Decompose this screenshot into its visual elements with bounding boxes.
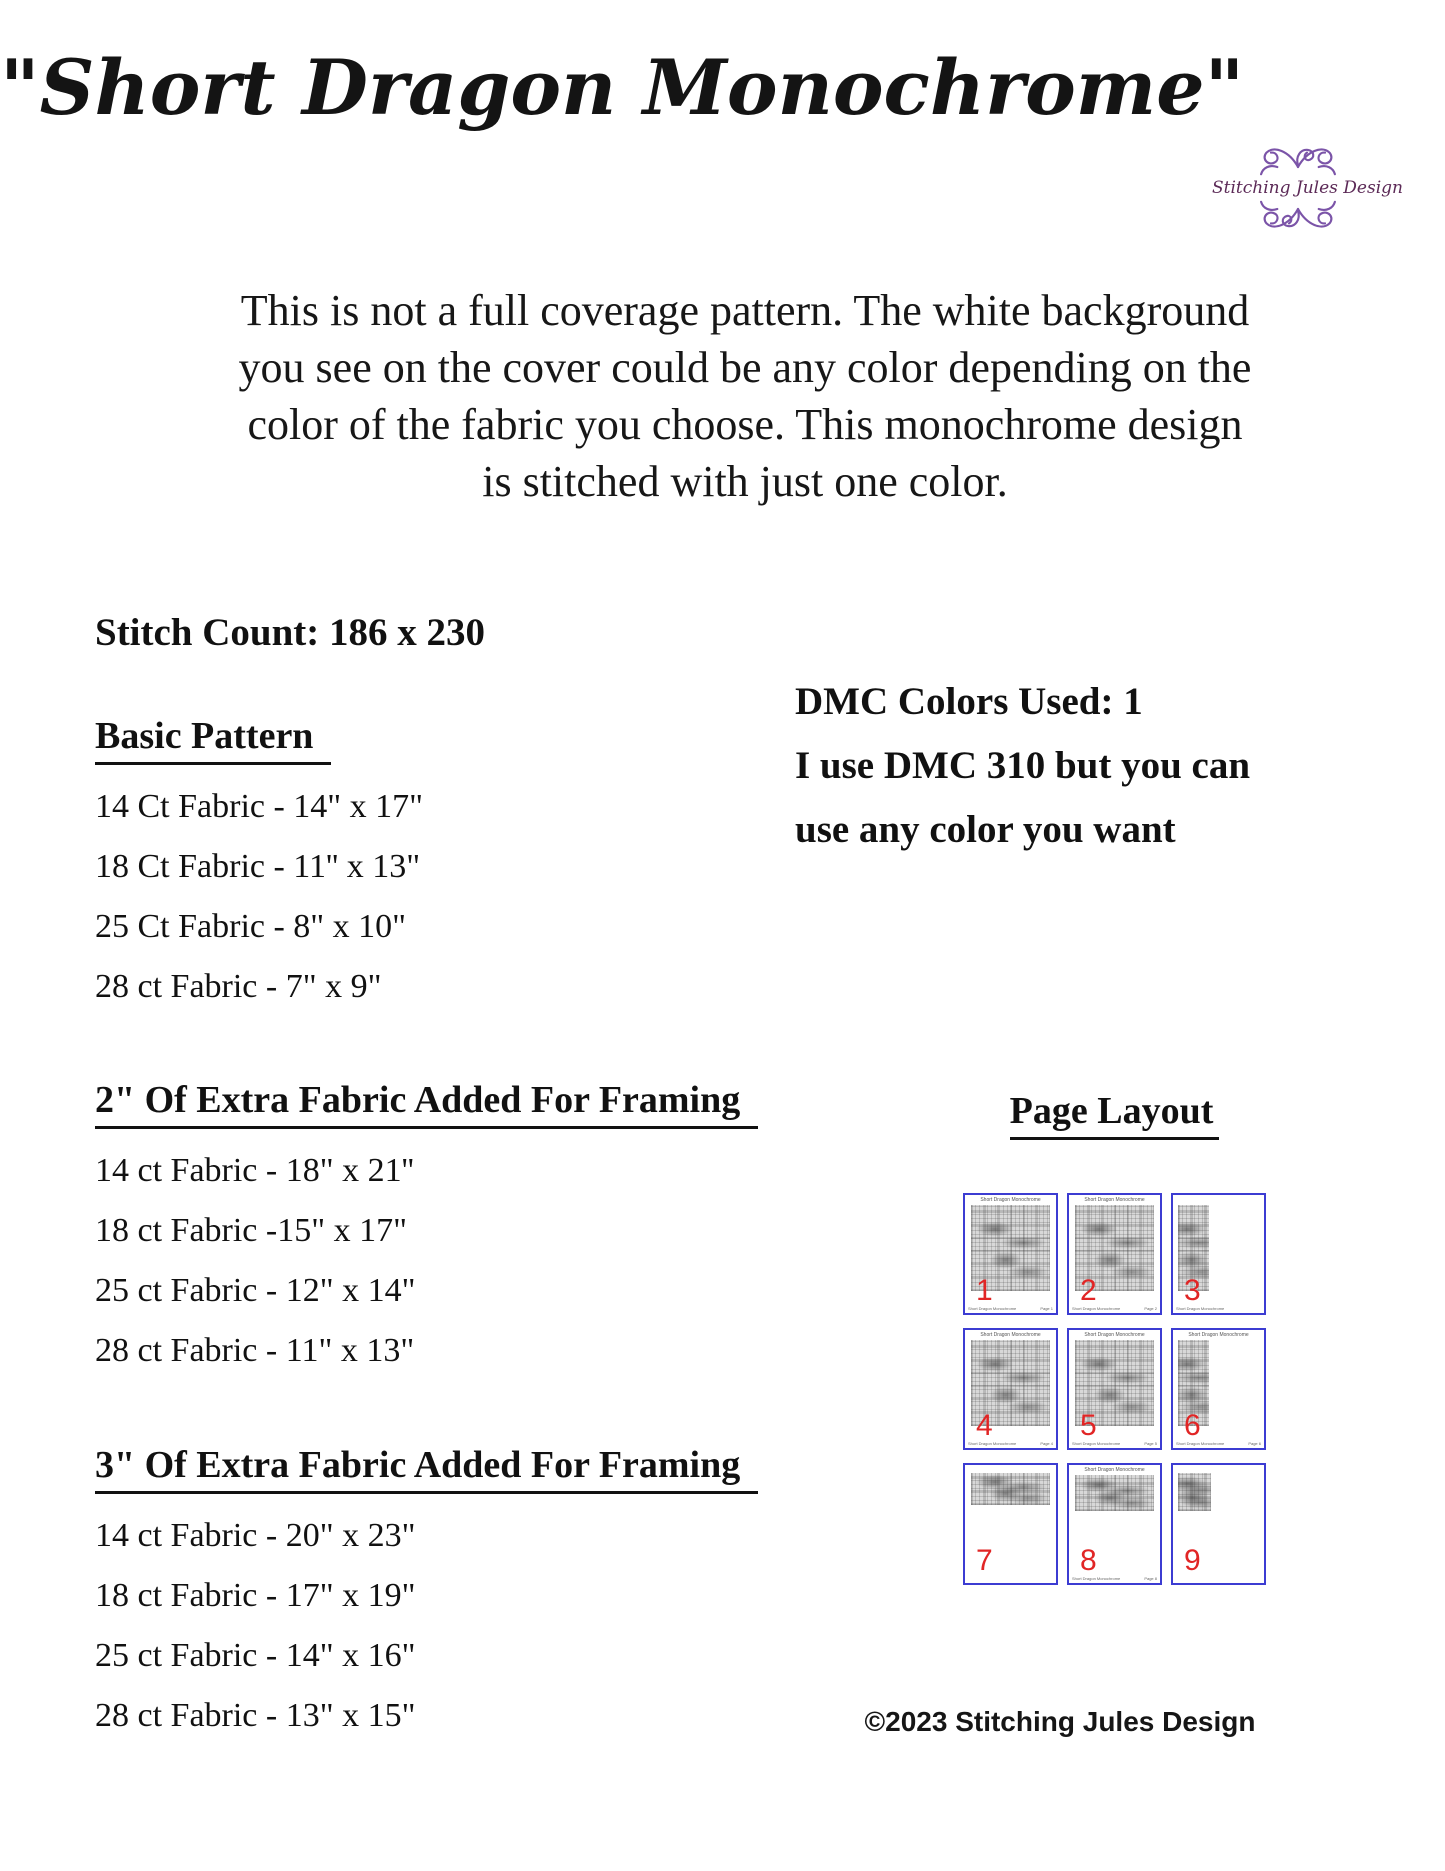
page-thumbnail-8 [1067,1463,1162,1585]
page-thumbnail-5 [1067,1328,1162,1450]
dmc-line: use any color you want [795,808,1176,851]
page-number: 6 [1184,1409,1201,1442]
chart-preview [971,1473,1050,1505]
page-thumbnail-9 [1171,1463,1266,1585]
fabric-size-item: 18 ct Fabric - 17" x 19" [95,1577,416,1614]
fabric-size-item: 18 Ct Fabric - 11'' x 13" [95,848,421,885]
thumb-header: Short Dragon Monochrome [980,1332,1041,1338]
chart-preview [1178,1473,1211,1511]
page-number: 7 [976,1544,993,1577]
thumb-header: Short Dragon Monochrome [1084,1467,1145,1473]
thumb-footer-right: Page 8 [1144,1576,1157,1581]
thumb-footer-right: Page 2 [1144,1306,1157,1311]
page-number: 3 [1184,1274,1201,1307]
thumb-footer-right: Page 1 [1040,1306,1053,1311]
page-number: 9 [1184,1544,1201,1577]
thumb-footer-left: Short Dragon Monochrome [968,1306,1017,1311]
thumb-header: Short Dragon Monochrome [1188,1332,1249,1338]
dmc-colors-info [795,670,1250,862]
thumb-footer-left: Short Dragon Monochrome [1072,1441,1121,1446]
page-number: 5 [1080,1409,1097,1442]
framing-2in-heading: 2" Of Extra Fabric Added For Framing [95,1077,758,1129]
page-thumbnail-1 [963,1193,1058,1315]
intro-line: is stitched with just one color. [482,457,1008,506]
thumb-footer-left: Short Dragon Monochrome [1176,1306,1225,1311]
thumb-header: Short Dragon Monochrome [1084,1197,1145,1203]
thumb-footer-left: Short Dragon Monochrome [1072,1576,1121,1581]
fabric-size-item: 25 ct Fabric - 14" x 16" [95,1637,416,1674]
basic-pattern-heading: Basic Pattern [95,713,331,765]
page-thumbnail-7 [963,1463,1058,1585]
logo-flourish-bottom-icon [1239,200,1357,236]
fabric-size-item: 25 Ct Fabric - 8" x 10" [95,908,407,945]
intro-line: you see on the cover could be any color depending on the [238,343,1252,392]
framing-3in-section [95,1437,758,1746]
brand-logo [1212,140,1403,236]
fabric-size-item: 14 Ct Fabric - 14" x 17" [95,788,424,825]
page-layout-heading-wrap [963,1088,1266,1152]
fabric-size-item: 14 ct Fabric - 20" x 23" [95,1517,416,1554]
fabric-size-item: 14 ct Fabric - 18" x 21'' [95,1152,414,1189]
logo-text: Stitching Jules Design [1212,178,1403,198]
intro-paragraph [45,282,1445,510]
framing-2in-section [95,1072,758,1381]
page-title: "Short Dragon Monochrome" [0,43,1245,132]
framing-3in-heading: 3" Of Extra Fabric Added For Framing [95,1442,758,1494]
page-number: 1 [976,1274,993,1307]
page-number: 4 [976,1409,993,1442]
page-layout-heading: Page Layout [1010,1088,1220,1140]
copyright-text: ©2023 Stitching Jules Design [864,1706,1256,1737]
page-thumbnail-4 [963,1328,1058,1450]
page-thumbnail-3 [1171,1193,1266,1315]
dmc-line: DMC Colors Used: 1 [795,680,1143,723]
page-layout-grid [963,1193,1266,1585]
thumb-header: Short Dragon Monochrome [1084,1332,1145,1338]
basic-pattern-section [95,708,423,1017]
thumb-header: Short Dragon Monochrome [980,1197,1041,1203]
thumb-footer-left: Short Dragon Monochrome [1176,1441,1225,1446]
fabric-size-item: 25 ct Fabric - 12" x 14" [95,1272,416,1309]
intro-line: color of the fabric you choose. This monochrome design [247,400,1243,449]
thumb-footer-left: Short Dragon Monochrome [968,1441,1017,1446]
fabric-size-item: 28 ct Fabric - 11" x 13" [95,1332,415,1369]
chart-preview [1075,1475,1154,1511]
thumb-footer-right: Page 5 [1144,1441,1157,1446]
dmc-line: I use DMC 310 but you can [795,744,1251,787]
page-number: 2 [1080,1274,1097,1307]
fabric-size-item: 18 ct Fabric -15" x 17" [95,1212,407,1249]
intro-line: This is not a full coverage pattern. The white background [240,286,1250,335]
fabric-size-item: 28 ct Fabric - 7" x 9" [95,968,382,1005]
thumb-footer-right: Page 6 [1248,1441,1261,1446]
page-thumbnail-2 [1067,1193,1162,1315]
thumb-footer-left: Short Dragon Monochrome [1072,1306,1121,1311]
fabric-size-item: 28 ct Fabric - 13" x 15" [95,1697,416,1734]
page-thumbnail-6 [1171,1328,1266,1450]
logo-flourish-top-icon [1239,140,1357,176]
page-number: 8 [1080,1544,1097,1577]
thumb-footer-right: Page 4 [1040,1441,1053,1446]
stitch-count: Stitch Count: 186 x 230 [95,611,486,654]
